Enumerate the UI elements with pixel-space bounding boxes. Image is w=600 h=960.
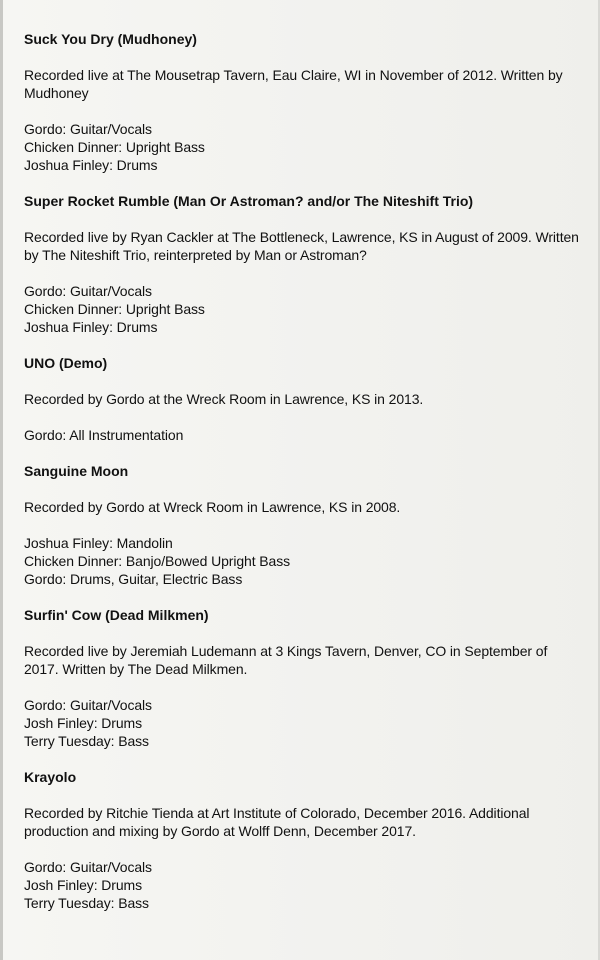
credit-line: Joshua Finley: Drums — [24, 157, 158, 173]
track-credits — [24, 282, 584, 336]
track-entry — [24, 192, 584, 336]
credit-line: Gordo: Guitar/Vocals — [24, 121, 152, 137]
track-credits — [24, 858, 584, 912]
track-title: Surfin' Cow (Dead Milkmen) — [24, 607, 209, 623]
track-credits — [24, 120, 584, 174]
track-recording-info: Recorded live by Ryan Cackler at The Bottleneck, Lawrence, KS in August of 2009. Written by The Niteshift Trio, reinterpreted by Man or Astroman? — [24, 229, 579, 263]
track-recording-info: Recorded live at The Mousetrap Tavern, Eau Claire, WI in November of 2012. Written by Mudhoney — [24, 67, 563, 101]
credit-line: Terry Tuesday: Bass — [24, 895, 149, 911]
credit-line: Gordo: Guitar/Vocals — [24, 283, 152, 299]
track-recording-info: Recorded by Ritchie Tienda at Art Institute of Colorado, December 2016. Additional production and mixing by Gordo at Wolff Denn, December 2017. — [24, 805, 530, 839]
track-title: Krayolo — [24, 769, 77, 785]
credit-line: Gordo: Guitar/Vocals — [24, 697, 152, 713]
credit-line: Chicken Dinner: Banjo/Bowed Upright Bass — [24, 553, 291, 569]
credit-line: Joshua Finley: Mandolin — [24, 535, 173, 551]
credit-line: Chicken Dinner: Upright Bass — [24, 301, 205, 317]
track-recording-info: Recorded by Gordo at Wreck Room in Lawrence, KS in 2008. — [24, 499, 401, 515]
track-credits — [24, 426, 584, 444]
track-entry — [24, 768, 584, 912]
credit-line: Joshua Finley: Drums — [24, 319, 158, 335]
track-entry — [24, 354, 584, 444]
track-title: Super Rocket Rumble (Man Or Astroman? and/or The Niteshift Trio) — [24, 193, 474, 209]
track-notes — [24, 30, 584, 912]
credit-line: Gordo: All Instrumentation — [24, 427, 184, 443]
credit-line: Gordo: Guitar/Vocals — [24, 859, 152, 875]
track-title: UNO (Demo) — [24, 355, 108, 371]
credit-line: Josh Finley: Drums — [24, 877, 143, 893]
page-left-edge — [0, 0, 3, 960]
track-recording-info: Recorded live by Jeremiah Ludemann at 3 Kings Tavern, Denver, CO in September of 2017. Written by The Dead Milkmen. — [24, 643, 548, 677]
credit-line: Gordo: Drums, Guitar, Electric Bass — [24, 571, 243, 587]
track-title: Suck You Dry (Mudhoney) — [24, 31, 197, 47]
track-entry — [24, 30, 584, 174]
credit-line: Terry Tuesday: Bass — [24, 733, 149, 749]
track-entry — [24, 606, 584, 750]
track-entry — [24, 462, 584, 588]
track-title: Sanguine Moon — [24, 463, 129, 479]
credit-line: Josh Finley: Drums — [24, 715, 143, 731]
track-credits — [24, 534, 584, 588]
credit-line: Chicken Dinner: Upright Bass — [24, 139, 205, 155]
track-recording-info: Recorded by Gordo at the Wreck Room in Lawrence, KS in 2013. — [24, 391, 424, 407]
track-credits — [24, 696, 584, 750]
